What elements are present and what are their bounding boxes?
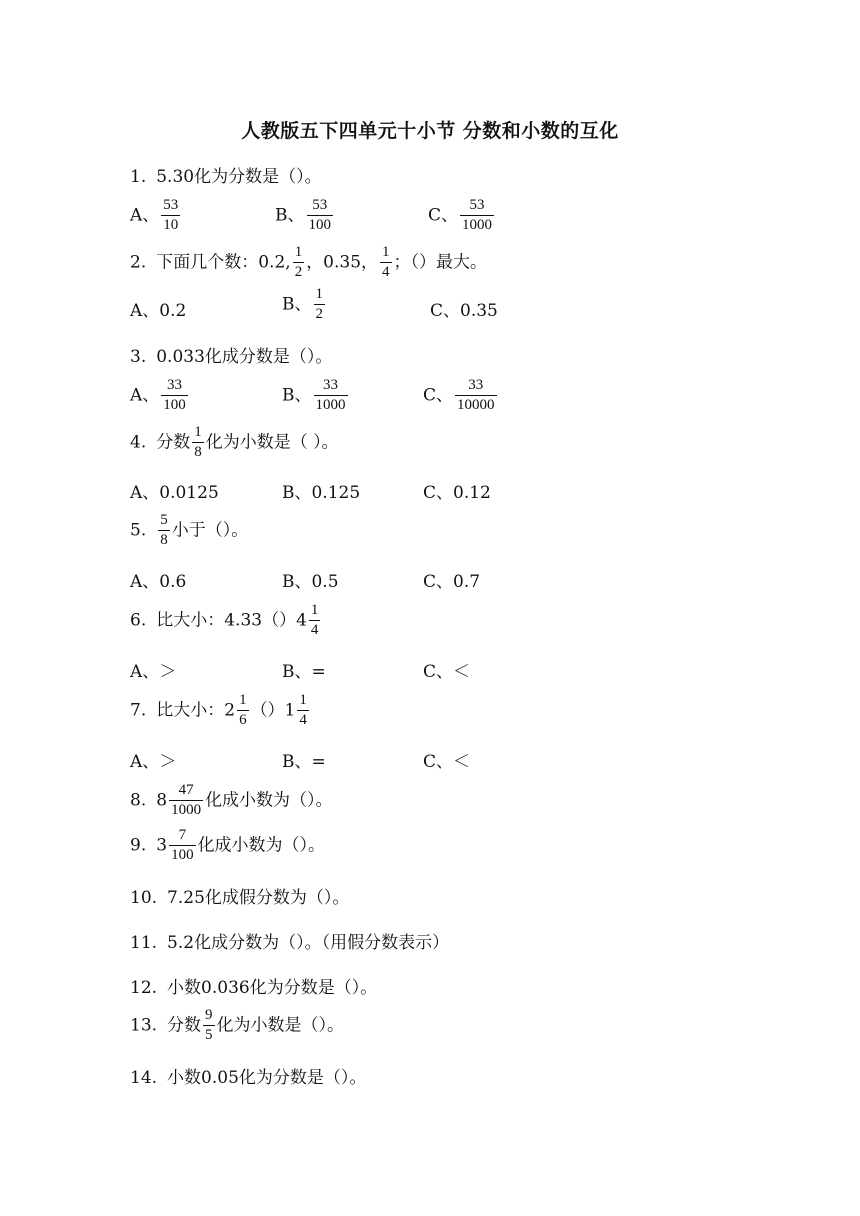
page-title: 人教版五下四单元十小节 分数和小数的互化 — [241, 120, 619, 142]
q6-option-b: B、= — [282, 662, 326, 682]
fraction: $\frac{33}{100}$ — [163, 377, 186, 414]
fraction: $\frac{53}{100}$ — [308, 197, 331, 234]
fraction: $\frac{1}{4}$ — [299, 692, 307, 729]
q4-option-a: A、0.0125 — [130, 483, 219, 503]
question-10: 10. 7.25化成假分数为（）。 — [130, 888, 350, 908]
question-2: 2. 下面几个数：0.2, $\frac{1}{2}$ ，0.35， $\frac{1}{4}$ ；（）最大。 — [130, 244, 488, 281]
question-11: 11. 5.2化成分数为（）。（用假分数表示） — [130, 933, 450, 953]
q1-option-b: B、 $\frac{53}{100}$ — [275, 197, 331, 234]
q4-option-c: C、0.12 — [423, 483, 491, 503]
q7-option-c: C、＜ — [423, 752, 471, 772]
question-5: 5. $\frac{5}{8}$ 小于（）。 — [130, 512, 249, 549]
fraction: $\frac{1}{4}$ — [382, 244, 390, 281]
question-7: 7. 比大小：2 $\frac{1}{6}$ （）1 $\frac{1}{4}$ — [130, 692, 307, 729]
q3-option-c: C、 $\frac{33}{10000}$ — [423, 377, 495, 414]
fraction: $\frac{1}{2}$ — [315, 286, 323, 323]
fraction: $\frac{1}{4}$ — [310, 602, 319, 639]
q2-option-b: B、 $\frac{1}{2}$ — [282, 286, 323, 323]
fraction: $\frac{33}{1000}$ — [315, 377, 346, 414]
q3-option-b: B、 $\frac{33}{1000}$ — [282, 377, 346, 414]
question-1 — [130, 162, 322, 187]
q1-option-a: A、 $\frac{53}{10}$ — [130, 197, 179, 234]
q2-option-c: C、0.35 — [430, 301, 498, 321]
q2-option-a: A、0.2 — [130, 301, 187, 321]
question-8: 8. 8 $\frac{47}{1000}$ 化成小数为（）。 — [130, 782, 333, 819]
q5-option-b: B、0.5 — [282, 572, 339, 592]
q3-option-a: A、 $\frac{33}{100}$ — [130, 377, 186, 414]
fraction: $\frac{1}{6}$ — [239, 692, 247, 729]
q4-option-b: B、0.125 — [282, 483, 361, 503]
fraction: $\frac{1}{8}$ — [194, 424, 202, 461]
question-9: 9. 3 $\frac{7}{100}$ 化成小数为（）。 — [130, 827, 326, 864]
question-6: 6. 比大小：4.33（）4 $\frac{1}{4}$ — [130, 602, 319, 639]
fraction: $\frac{5}{8}$ — [160, 512, 168, 549]
fraction: $\frac{1}{2}$ — [294, 244, 303, 281]
fraction: $\frac{47}{1000}$ — [171, 782, 202, 819]
q1-option-c: C、 $\frac{53}{1000}$ — [428, 197, 493, 234]
question-13: 13. 分数 $\frac{9}{5}$ 化为小数是（）。 — [130, 1007, 345, 1044]
q5-option-c: C、0.7 — [423, 572, 481, 592]
fraction: $\frac{33}{10000}$ — [457, 377, 495, 414]
question-4: 4. 分数 $\frac{1}{8}$ 化为小数是（ ）。 — [130, 424, 339, 461]
fraction: $\frac{9}{5}$ — [205, 1007, 213, 1044]
fraction: $\frac{53}{10}$ — [163, 197, 179, 234]
fraction: $\frac{7}{100}$ — [171, 827, 194, 864]
question-number: 1. — [130, 167, 147, 187]
question-text: 5.30化为分数是（）。 — [156, 167, 322, 187]
q5-option-a: A、0.6 — [130, 572, 187, 592]
q6-option-c: C、＜ — [423, 662, 471, 682]
q7-option-a: A、＞ — [130, 752, 177, 772]
question-3: 3. 0.033化成分数是（）。 — [130, 347, 333, 367]
q6-option-a: A、＞ — [130, 662, 177, 682]
question-14: 14. 小数0.05化为分数是（）。 — [130, 1068, 367, 1088]
fraction: $\frac{53}{1000}$ — [462, 197, 493, 234]
q7-option-b: B、= — [282, 752, 326, 772]
question-12: 12. 小数0.036化为分数是（）。 — [130, 978, 378, 998]
